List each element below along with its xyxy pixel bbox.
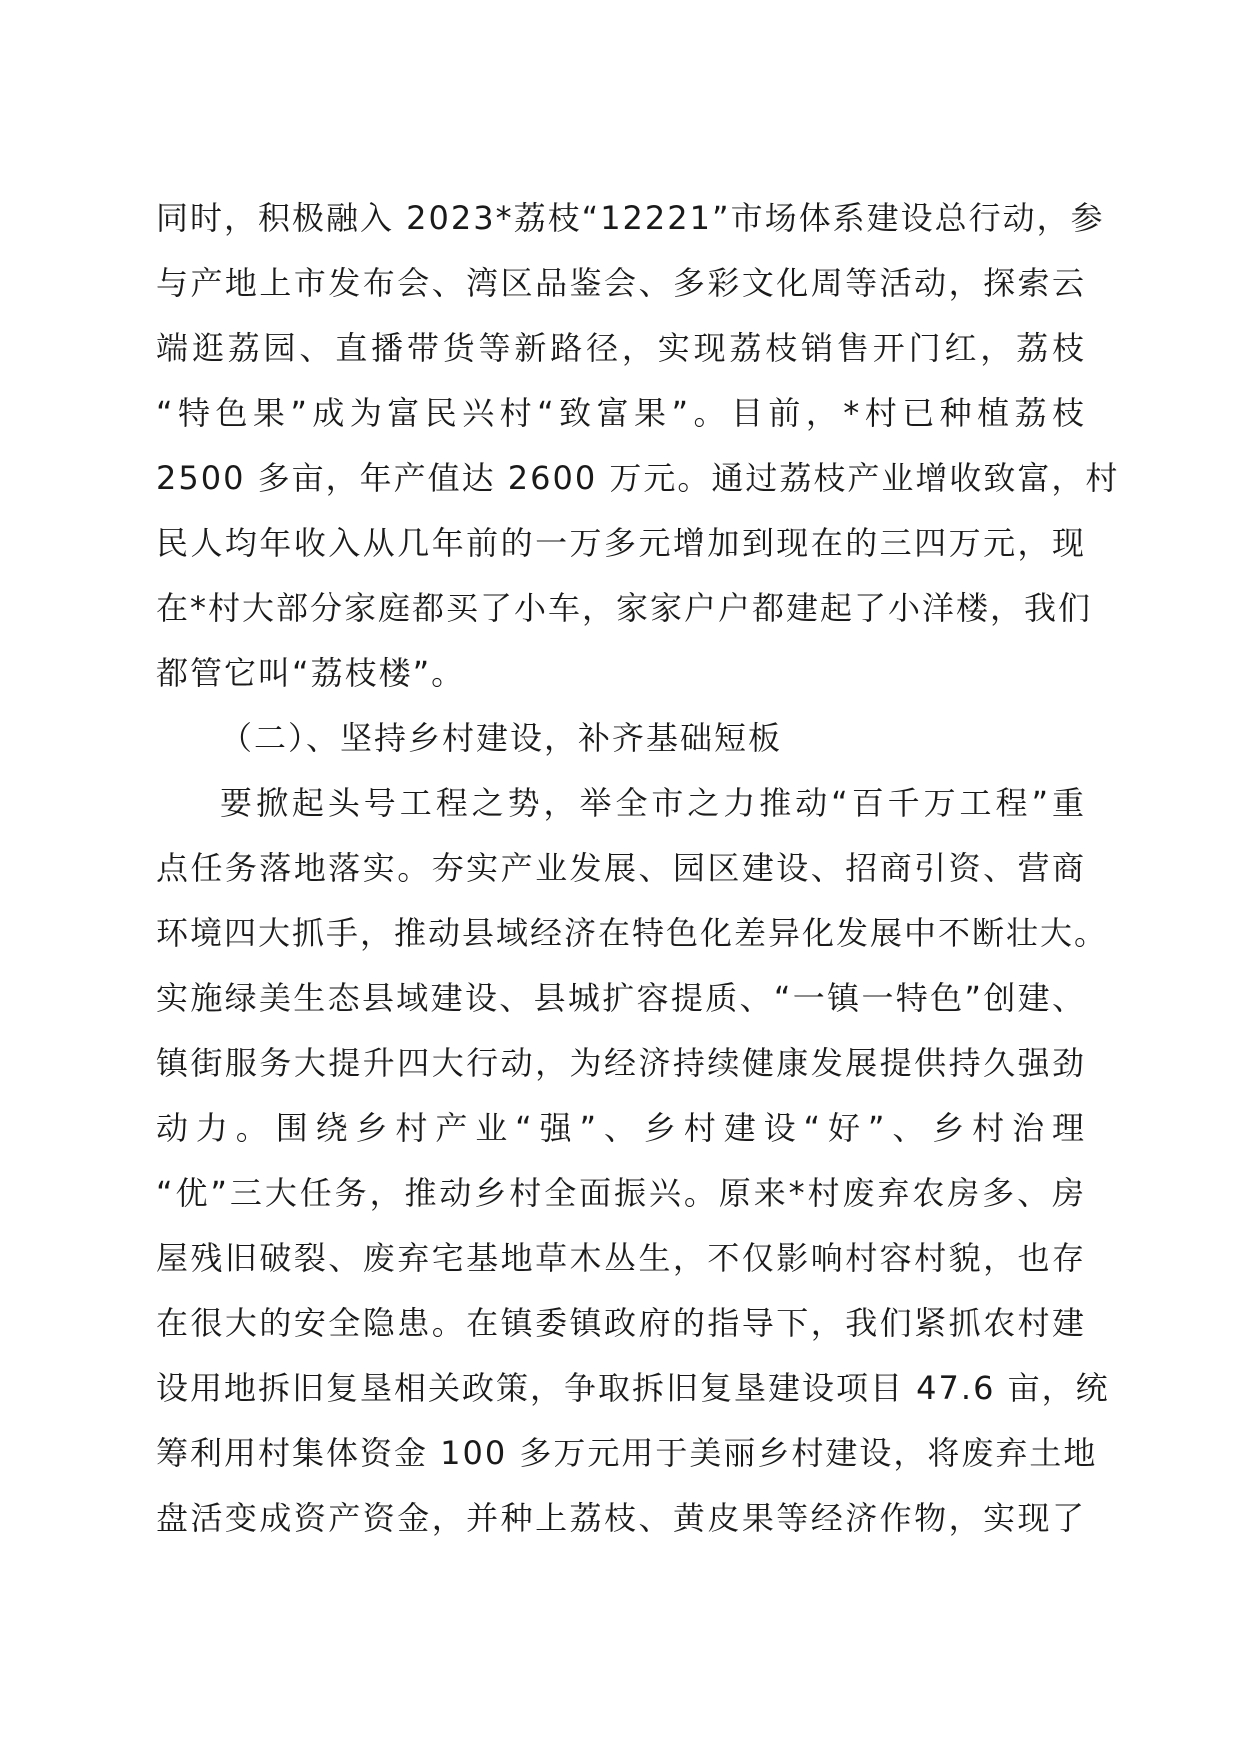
paragraph-line: “特色果”成为富民兴村“致富果”。目前，*村已种植荔枝	[156, 394, 1086, 432]
paragraph-line: 盘活变成资产资金，并种上荔枝、黄皮果等经济作物，实现了	[156, 1499, 1086, 1537]
paragraph-line: 都管它叫“荔枝楼”。	[156, 654, 466, 692]
paragraph-line: 民人均年收入从几年前的一万多元增加到现在的三四万元，现	[156, 524, 1086, 562]
paragraph-line: 实施绿美生态县域建设、县城扩容提质、“一镇一特色”创建、	[156, 979, 1086, 1017]
paragraph-line: 屋残旧破裂、废弃宅基地草木丛生，不仅影响村容村貌，也存	[156, 1239, 1086, 1277]
paragraph-line: “优”三大任务，推动乡村全面振兴。原来*村废弃农房多、房	[156, 1174, 1086, 1212]
paragraph-line: 动力。围绕乡村产业“强”、乡村建设“好”、乡村治理	[156, 1109, 1086, 1147]
paragraph-line: 在很大的安全隐患。在镇委镇政府的指导下，我们紧抓农村建	[156, 1304, 1086, 1342]
paragraph-line: 要掀起头号工程之势，举全市之力推动“百千万工程”重	[220, 784, 1086, 822]
paragraph-line: 端逛荔园、直播带货等新路径，实现荔枝销售开门红，荔枝	[156, 329, 1086, 367]
paragraph-line: 点任务落地落实。夯实产业发展、园区建设、招商引资、营商	[156, 849, 1086, 887]
paragraph-line: 镇街服务大提升四大行动，为经济持续健康发展提供持久强劲	[156, 1044, 1086, 1082]
paragraph-line: 设用地拆旧复垦相关政策，争取拆旧复垦建设项目 47.6 亩，统	[156, 1369, 1110, 1407]
paragraph-line: 环境四大抓手，推动县域经济在特色化差异化发展中不断壮大。	[156, 914, 1109, 952]
section-heading: （二）、坚持乡村建设，补齐基础短板	[220, 719, 783, 757]
paragraph-line: 筹利用村集体资金 100 多万元用于美丽乡村建设，将废弃土地	[156, 1434, 1098, 1472]
document-body	[156, 186, 1120, 1551]
paragraph-line: 与产地上市发布会、湾区品鉴会、多彩文化周等活动，探索云	[156, 264, 1086, 302]
paragraph-line: 2500 多亩，年产值达 2600 万元。通过荔枝产业增收致富，村	[156, 459, 1120, 497]
paragraph-line: 在*村大部分家庭都买了小车，家家户户都建起了小洋楼，我们	[156, 589, 1093, 627]
paragraph-line: 同时，积极融入 2023*荔枝“12221”市场体系建设总行动，参	[156, 199, 1105, 237]
